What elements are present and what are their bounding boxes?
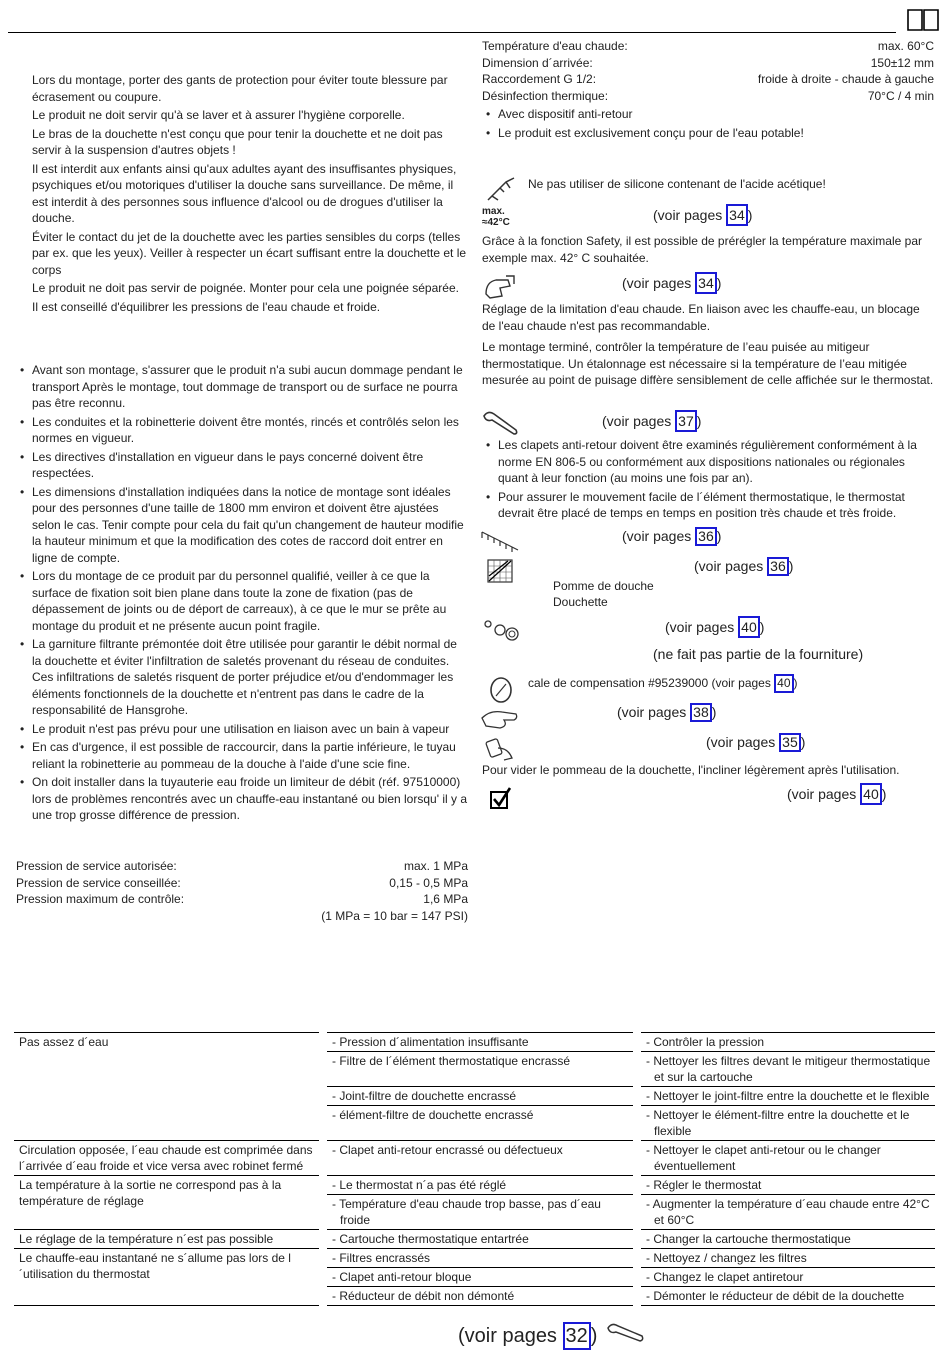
cause-text: - Joint-filtre de douchette encrassé xyxy=(332,1089,517,1103)
spec-label: Température d'eau chaude: xyxy=(482,39,628,53)
spec-row xyxy=(482,38,934,55)
cause-text: - Réducteur de débit non démonté xyxy=(332,1289,515,1303)
max-temp-icon-line2: ≈42°C xyxy=(482,217,510,228)
paren-close: ) xyxy=(759,619,765,635)
page-ref-footer[interactable] xyxy=(458,1322,597,1350)
spec-bullet: • Le produit est exclusivement conçu pour de l'eau potable! xyxy=(482,125,934,142)
paren-close: ) xyxy=(788,558,794,574)
paren-close: ) xyxy=(716,528,722,544)
hand-adjust-icon xyxy=(482,272,518,300)
install-item: • Les dimensions d'installation indiquées dans la notice de montage sont idéales pour des personnes d'une taille de 1800 mm environ et doivent être ajustées selon le cas. Tenir compte pour cela du fait qu'un changement de hauteur modifie la hauteur minimum et que la modification des cotes de raccord doit entrer en ligne de compte. xyxy=(16,484,469,567)
paren-close: ) xyxy=(747,207,753,223)
page-link[interactable]: 40 xyxy=(860,783,882,805)
page-link[interactable]: 36 xyxy=(695,527,717,546)
cause-cell xyxy=(323,1106,637,1141)
maintenance-list xyxy=(482,437,934,522)
cause-cell xyxy=(323,1033,637,1052)
page-ref-hotwater[interactable] xyxy=(622,272,721,294)
cale-text xyxy=(528,674,798,693)
paren-close: ) xyxy=(590,1325,598,1347)
checkmark-box-icon xyxy=(488,786,514,812)
page-ref-diagram[interactable] xyxy=(694,557,793,576)
cale-label: cale de compensation #95239000 (voir pages xyxy=(528,676,775,690)
safety-paragraph: Éviter le contact du jet de la douchette avec les parties sensibles du corps (telles par ex. que les yeux). Veiller à respecter un écart suffisant entre la douchette et le corps xyxy=(32,229,467,277)
remedy-text: - Nettoyer les filtres devant le mitigeur thermostatique et sur la cartouche xyxy=(646,1054,931,1084)
cause-text: - élément-filtre de douchette encrassé xyxy=(332,1108,534,1122)
cause-text: - Clapet anti-retour bloque xyxy=(332,1270,472,1284)
remedy-cell xyxy=(637,1176,935,1195)
cause-text: - Clapet anti-retour encrassé ou défectueux xyxy=(332,1143,563,1157)
install-item: • Lors du montage de ce produit par du personnel qualifié, veiller à ce que la surface de fixation soit bien plane dans toute la zone de fixation (pas de dépassement de joints ou de déport de carreaux), à ce que le mur se prête au montage du produit et ne présente aucun point fragile. xyxy=(16,568,469,634)
page-link[interactable]: 37 xyxy=(675,410,697,432)
paren-close: ) xyxy=(711,704,717,720)
remedy-text: - Augmenter la température d´eau chaude entre 42°C et 60°C xyxy=(646,1197,930,1227)
table-row xyxy=(14,1249,935,1268)
remedy-cell xyxy=(637,1230,935,1249)
spec-value: max. 60°C xyxy=(877,39,934,53)
page-ref-cleaning[interactable] xyxy=(617,703,716,722)
troubleshooting-table xyxy=(14,1032,935,1306)
remedy-text: - Changer la cartouche thermostatique xyxy=(646,1232,851,1246)
safety-paragraph: Lors du montage, porter des gants de protection pour éviter toute blessure par écrasement ou coupure. xyxy=(32,73,448,104)
legend-douchette: Douchette xyxy=(553,595,608,609)
book-icon xyxy=(906,8,940,32)
paren-close: ) xyxy=(793,676,798,690)
cause-cell xyxy=(323,1195,637,1230)
silicone-warning: Ne pas utiliser de silicone contenant de l'acide acétique! xyxy=(528,177,826,191)
cause-cell xyxy=(323,1249,637,1268)
spec-bullet: • Avec dispositif anti-retour xyxy=(482,106,934,123)
paren-close: ) xyxy=(800,734,806,750)
install-item: • On doit installer dans la tuyauterie eau froide un limiteur de débit (réf. 97510000) lors de problèmes rencontrés avec un chauffe-eau instantané ou bien lorsqu' il y a une trop grosse différence de pression. xyxy=(16,774,469,824)
spare-parts-icon xyxy=(482,616,522,644)
spec-row xyxy=(482,55,934,72)
remedy-text: - Contrôler la pression xyxy=(646,1035,765,1049)
safety-paragraph: Le produit ne doit pas servir de poignée. Monter pour cela une poignée séparée. xyxy=(32,281,459,295)
spec-row xyxy=(16,858,468,875)
page-link[interactable]: 34 xyxy=(695,272,717,294)
page-link[interactable]: 38 xyxy=(690,703,712,722)
spec-row xyxy=(16,891,468,908)
voir-label: (voir pages xyxy=(706,734,780,750)
voir-label: (voir pages xyxy=(622,275,696,291)
flow-chart-icon xyxy=(486,558,514,584)
ruler-icon xyxy=(480,528,520,554)
problem-cell: Pas assez d´eau xyxy=(19,1035,109,1049)
spec-label: Pression de service autorisée: xyxy=(16,859,177,873)
table-row xyxy=(14,1033,935,1052)
spec-value: 1,6 MPa xyxy=(423,892,468,906)
table-row xyxy=(14,1141,935,1176)
paren-close: ) xyxy=(716,275,722,291)
header-rule xyxy=(8,32,896,33)
page-ref-safety[interactable] xyxy=(653,204,752,226)
table-row xyxy=(14,1230,935,1249)
problem-cell: La température à la sortie ne correspond pas à la température de réglage xyxy=(19,1178,282,1208)
shower-empty-icon xyxy=(484,734,516,762)
spec-row xyxy=(482,88,934,105)
cause-text: - Filtre de l´élément thermostatique encrassé xyxy=(332,1054,571,1068)
remedy-text: - Nettoyez / changez les filtres xyxy=(646,1251,807,1265)
spec-label: Pression de service conseillée: xyxy=(16,875,181,890)
wrench-icon xyxy=(606,1322,646,1344)
install-item: • Les conduites et la robinetterie doivent être montés, rincés et contrôlés selon les normes en vigueur. xyxy=(16,414,469,447)
remedy-cell xyxy=(637,1052,935,1087)
spec-label: Dimension d´arrivée: xyxy=(482,55,593,70)
page-ref-emptying[interactable] xyxy=(706,733,805,752)
spec-row xyxy=(16,908,468,925)
not-supplied-note: (ne fait pas partie de la fourniture) xyxy=(653,646,864,662)
remedy-cell xyxy=(637,1087,935,1106)
cause-cell xyxy=(323,1141,637,1176)
remedy-text: - Démonter le réducteur de débit de la douchette xyxy=(646,1289,905,1303)
remedy-cell xyxy=(637,1268,935,1287)
voir-label: (voir pages xyxy=(653,207,727,223)
cause-text: - Le thermostat n´a pas été réglé xyxy=(332,1178,507,1192)
spec-label: Raccordement G 1/2: xyxy=(482,72,597,86)
conversion-note: (1 MPa = 10 bar = 147 PSI) xyxy=(321,908,468,923)
spec-value: 150±12 mm xyxy=(870,55,934,70)
install-item: • En cas d'urgence, il est possible de raccourcir, dans la partie inférieure, le tuyau reliant la robinetterie au pommeau de la douche à l'aide d'une scie fine. xyxy=(16,739,469,772)
voir-label: (voir pages xyxy=(458,1325,563,1347)
legend-pomme: Pomme de douche xyxy=(553,579,654,593)
page-link[interactable]: 32 xyxy=(563,1322,591,1350)
spec-value: froide à droite - chaude à gauche xyxy=(757,72,934,86)
cleaning-hand-icon xyxy=(480,704,520,730)
remedy-cell xyxy=(637,1033,935,1052)
paren-close: ) xyxy=(881,786,887,802)
page-link[interactable]: 35 xyxy=(779,733,801,752)
voir-label: (voir pages xyxy=(617,704,691,720)
spec-value: 0,15 - 0,5 MPa xyxy=(389,875,468,890)
page-link[interactable]: 40 xyxy=(774,674,793,693)
page-link[interactable]: 40 xyxy=(738,616,760,638)
page-ref-dimensions[interactable] xyxy=(622,527,721,546)
spec-label: Désinfection thermique: xyxy=(482,88,609,103)
voir-label: (voir pages xyxy=(787,786,861,802)
page-ref-parts[interactable] xyxy=(665,616,764,638)
install-item: • Le produit n'est pas prévu pour une utilisation en liaison avec un bain à vapeur xyxy=(16,721,469,738)
max-temp-icon-line1: max. xyxy=(482,206,505,217)
safety-paragraph: Il est conseillé d'équilibrer les pressions de l'eau chaude et froide. xyxy=(32,299,381,314)
cause-cell xyxy=(323,1230,637,1249)
spec-row xyxy=(16,875,468,892)
pressure-specs xyxy=(16,858,468,924)
safety-paragraph: Il est interdit aux enfants ainsi qu'aux adultes ayant des insuffisantes physiques, psychiques et/ou motoriques d'utiliser la douche sans surveillance. De même, il est interdit à des personnes sous influence d'alcool ou de drogues d'utiliser la douche. xyxy=(32,161,457,225)
problem-cell: Le chauffe-eau instantané ne s´allume pas lors de l´utilisation du thermostat xyxy=(19,1251,291,1281)
cause-text: - Pression d´alimentation insuffisante xyxy=(332,1035,529,1049)
page-ref-maintenance[interactable] xyxy=(602,410,701,432)
spec-label: Pression maximum de contrôle: xyxy=(16,892,185,906)
paren-close: ) xyxy=(696,413,702,429)
safety-paragraph: Le bras de la douchette n'est conçu que pour tenir la douchette et ne doit pas servir à la suspension d'autres objets ! xyxy=(32,126,443,157)
cause-text: - Filtres encrassés xyxy=(332,1251,431,1265)
voir-label: (voir pages xyxy=(694,558,768,574)
remedy-text: - Nettoyer le joint-filtre entre la douchette et le flexible xyxy=(646,1089,930,1103)
maintenance-item: • Les clapets anti-retour doivent être examinés régulièrement conformément à la norme EN 806-5 ou conformément aux dispositions nationales ou régionales quant à leur fonction (au moins une fois par an). xyxy=(482,437,934,487)
cause-cell xyxy=(323,1176,637,1195)
cause-cell xyxy=(323,1087,637,1106)
voir-label: (voir pages xyxy=(622,528,696,544)
page-link[interactable]: 36 xyxy=(767,557,789,576)
cause-cell xyxy=(323,1268,637,1287)
emptying-text: Pour vider le pommeau de la douchette, l'incliner légèrement après l'utilisation. xyxy=(482,763,900,777)
install-list xyxy=(16,362,469,824)
safety-text: Grâce à la fonction Safety, il est possible de prérégler la température maximale par exemple max. 42° C souhaitée. xyxy=(482,234,922,265)
remedy-text: - Nettoyer le clapet anti-retour ou le changer éventuellement xyxy=(646,1143,881,1173)
install-item: • La garniture filtrante prémontée doit être utilisée pour garantir le débit normal de la douchette et éviter l'infiltration de saletés provenant du réseau de conduites. Ces infiltrations de saletés risquent de porter préjudice et/ou d'endommager les éléments fonctionnels de la douchette et n'entrent pas dans le cadre de la responsabilité de Hansgrohe. xyxy=(16,636,469,719)
table-row xyxy=(14,1176,935,1195)
cause-text: - Cartouche thermostatique entartrée xyxy=(332,1232,529,1246)
cause-cell xyxy=(323,1287,637,1306)
water-specs xyxy=(482,38,934,141)
spec-value: max. 1 MPa xyxy=(403,859,468,873)
safety-section xyxy=(32,72,469,315)
spec-value: 70°C / 4 min xyxy=(867,88,934,103)
voir-label: (voir pages xyxy=(665,619,739,635)
remedy-text: - Régler le thermostat xyxy=(646,1178,762,1192)
cause-cell xyxy=(323,1052,637,1087)
remedy-cell xyxy=(637,1287,935,1306)
remedy-cell xyxy=(637,1195,935,1230)
voir-label: (voir pages xyxy=(602,413,676,429)
page-link[interactable]: 34 xyxy=(726,204,748,226)
spec-row xyxy=(482,71,934,88)
silicone-gun-icon xyxy=(484,174,518,204)
remedy-text: - Changez le clapet antiretour xyxy=(646,1270,804,1284)
thermo-text: Le montage terminé, contrôler la température de l’eau puisée au mitigeur thermostatique. Un étalonnage est nécessaire si la température de l’eau mitigée mesurée au point de puisage diffère sensiblement de celle affichée sur le thermostat. xyxy=(482,340,934,387)
install-item: • Les directives d'installation en vigueur dans le pays concerné doivent être respectées. xyxy=(16,449,469,482)
page-ref-check[interactable] xyxy=(787,783,886,805)
maintenance-item: • Pour assurer le mouvement facile de l´élément thermostatique, le thermostat devrait être placé de temps en temps en position très chaude et très froide. xyxy=(482,489,934,522)
cause-text: - Température d'eau chaude trop basse, pas d´eau froide xyxy=(332,1197,601,1227)
wrench-icon xyxy=(482,410,520,436)
install-item: • Avant son montage, s'assurer que le produit n'a subi aucun dommage pendant le transport Après le montage, tout dommage de transport ou de surface ne pourra pas être reconnu. xyxy=(16,362,469,412)
max-temp-icon xyxy=(482,206,510,228)
remedy-text: - Nettoyer le élément-filtre entre la douchette et le flexible xyxy=(646,1108,910,1138)
hot-water-text: Réglage de la limitation d'eau chaude. En liaison avec les chauffe-eau, un blocage de l'eau chaude n'est pas recommandable. xyxy=(482,302,920,333)
safety-paragraph: Le produit ne doit servir qu'à se laver et à assurer l'hygiène corporelle. xyxy=(32,108,405,122)
problem-cell: Circulation opposée, l´eau chaude est comprimée dans l´arrivée d´eau froide et vice versa avec robinet fermé xyxy=(19,1143,313,1173)
problem-cell: Le réglage de la température n´est pas possible xyxy=(19,1232,274,1246)
remedy-cell xyxy=(637,1106,935,1141)
ring-icon xyxy=(488,676,514,704)
remedy-cell xyxy=(637,1249,935,1268)
remedy-cell xyxy=(637,1141,935,1176)
